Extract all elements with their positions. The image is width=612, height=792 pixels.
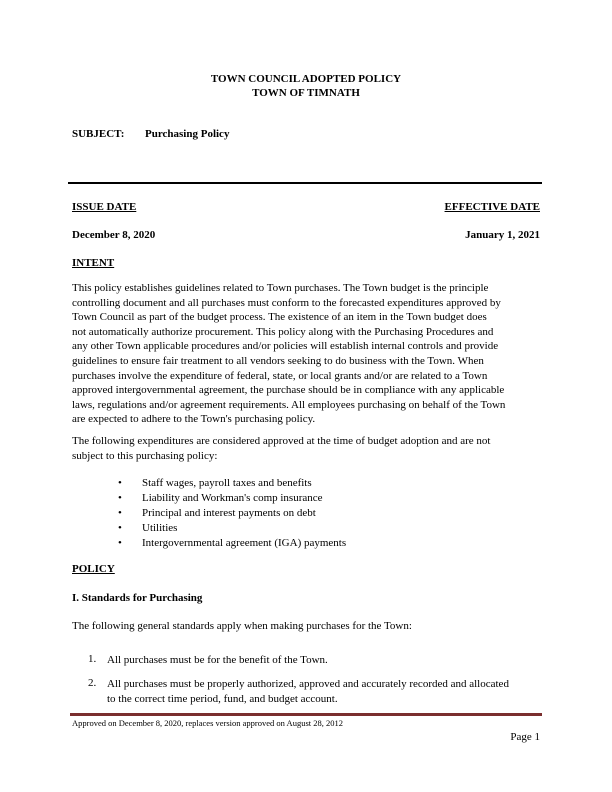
intent-line: purchases involve the expenditure of federal, state, or local grants and/or are related to a Town: [72, 369, 488, 382]
exemptions-paragraph: [72, 434, 540, 463]
section-heading: I. Standards for Purchasing: [72, 592, 203, 604]
item-text-line: All purchases must be properly authorized, approved and accurately recorded and allocated: [107, 678, 509, 690]
item-text-line: to the correct time period, fund, and budget account.: [107, 692, 338, 705]
intent-line: controlling document and all purchases must conform to the forecasted expenditures approved by: [72, 296, 501, 309]
item-number: 1.: [88, 653, 97, 665]
footer-divider: [70, 713, 542, 716]
footer-note: Approved on December 8, 2020, replaces version approved on August 28, 2012: [72, 718, 343, 728]
subject-label: SUBJECT:: [72, 128, 125, 140]
section-intro: The following general standards apply when making purchases for the Town:: [72, 620, 412, 632]
effective-date-label: EFFECTIVE DATE: [444, 201, 540, 213]
intent-heading: INTENT: [72, 257, 115, 269]
bullet-icon: •: [118, 537, 122, 549]
issue-date-value: December 8, 2020: [72, 229, 156, 241]
page-number: Page 1: [510, 731, 540, 743]
subject-value: Purchasing Policy: [145, 128, 230, 140]
intent-line: are expected to adhere to the Town's purchasing policy.: [72, 413, 316, 426]
intent-line: Town Council as part of the budget process. The existence of an item in the Town budget does: [72, 311, 487, 324]
item-text: [107, 677, 542, 706]
document-title: TOWN COUNCIL ADOPTED POLICY: [210, 73, 402, 85]
list-item-text: Staff wages, payroll taxes and benefits: [142, 477, 312, 489]
list-item: [118, 536, 346, 551]
issue-date-label: ISSUE DATE: [72, 201, 137, 213]
list-item: [118, 506, 346, 521]
intent-line: This policy establishes guidelines related to Town purchases. The Town budget is the principle: [72, 282, 489, 294]
list-item: [118, 491, 346, 506]
intent-line: guidelines to ensure fair treatment to all vendors seeking to do business with the Town. When: [72, 354, 484, 367]
item-text: All purchases must be for the benefit of the Town.: [107, 654, 328, 666]
list-item-text: Liability and Workman's comp insurance: [142, 492, 323, 504]
intent-line: any other Town applicable procedures and/or policies will establish internal controls and provide: [72, 340, 499, 353]
list-item-text: Intergovernmental agreement (IGA) payments: [142, 537, 347, 549]
list-item-text: Principal and interest payments on debt: [142, 507, 316, 519]
intent-line: laws, regulations and/or agreement requirements. All employees purchasing on behalf of the Town: [72, 398, 506, 411]
intent-line: not automatically authorize procurement. This policy along with the Purchasing Procedures and: [72, 325, 494, 338]
exemption-list: [118, 476, 346, 551]
intent-paragraph: [72, 281, 540, 427]
exemptions-line: subject to this purchasing policy:: [72, 449, 218, 462]
document-subtitle: TOWN OF TIMNATH: [252, 87, 360, 99]
item-number: 2.: [88, 677, 97, 689]
list-item: [118, 521, 346, 536]
policy-heading: POLICY: [72, 563, 115, 575]
effective-date-value: January 1, 2021: [465, 229, 540, 241]
list-item: [118, 476, 346, 491]
bullet-icon: •: [118, 507, 122, 519]
intent-line: approved intergovernmental agreement, the purchase should be in compliance with any applicable: [72, 384, 505, 397]
exemptions-line: The following expenditures are considered approved at the time of budget adoption and are not: [72, 435, 491, 447]
bullet-icon: •: [118, 522, 122, 534]
list-item-text: Utilities: [142, 522, 178, 534]
header-divider: [68, 182, 542, 184]
bullet-icon: •: [118, 492, 122, 504]
bullet-icon: •: [118, 477, 122, 489]
